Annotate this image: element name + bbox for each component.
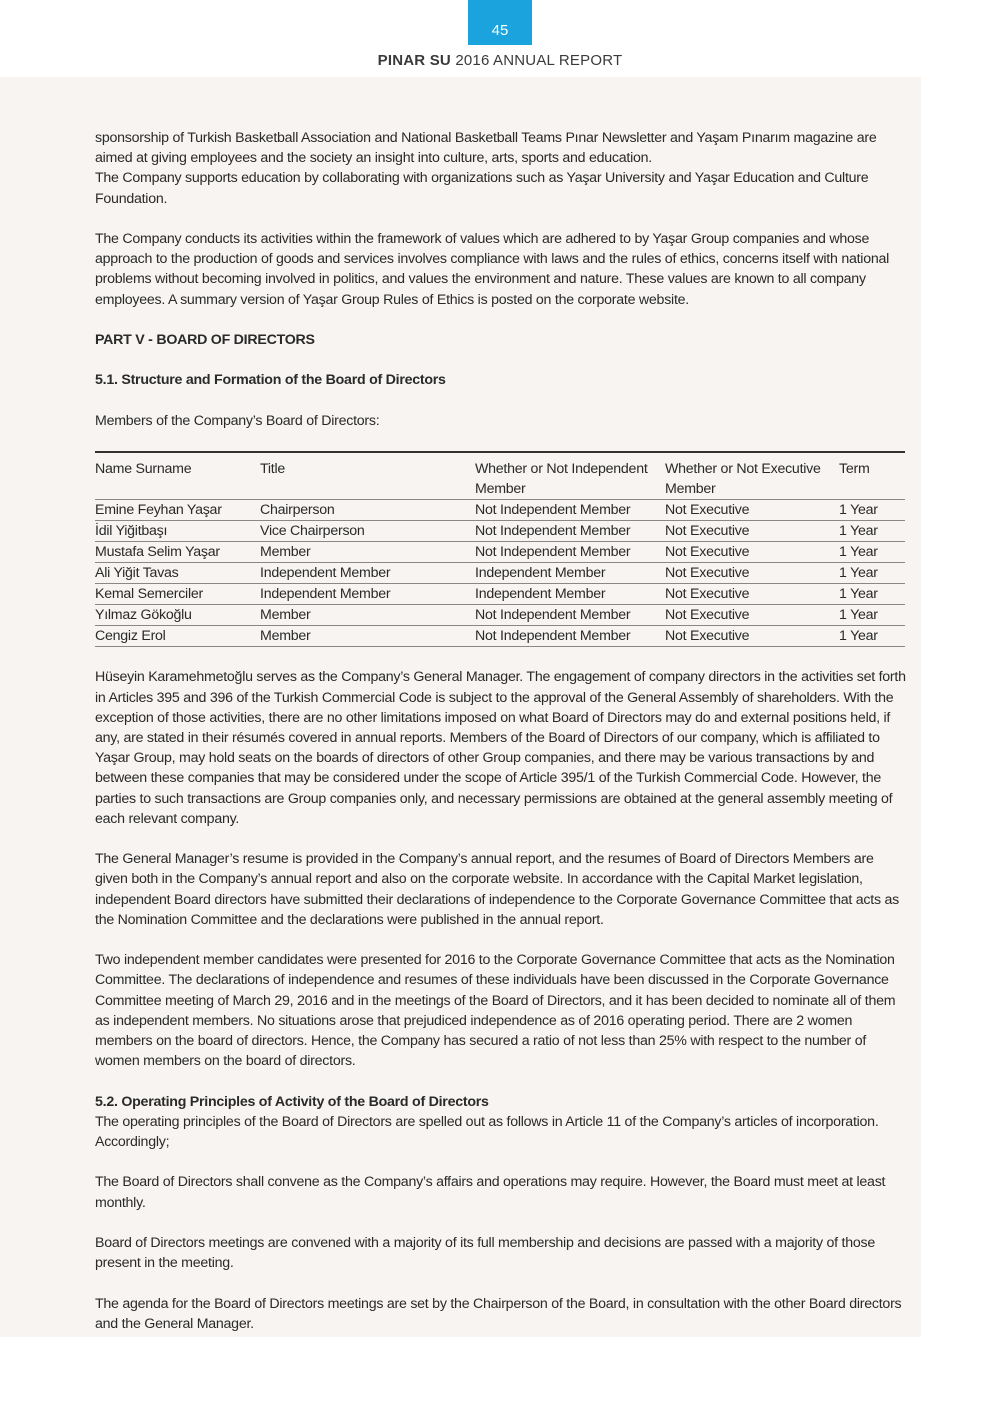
paragraph-convene: The Board of Directors shall convene as the Company’s affairs and operations may require. However, the Board must meet at least monthly.	[95, 1174, 886, 1211]
table-cell: Not Executive	[665, 605, 839, 626]
table-cell: Member	[260, 542, 475, 563]
table-cell: Ali Yiğit Tavas	[95, 563, 260, 584]
section-heading-5-1: 5.1. Structure and Formation of the Board of Directors	[95, 372, 446, 389]
paragraph-education: The Company supports education by collaborating with organizations such as Yaşar University and Yaşar Education and Culture Foundation.	[95, 170, 869, 207]
report-title: 2016 ANNUAL REPORT	[450, 52, 623, 69]
table-row	[95, 626, 905, 647]
table-cell: Independent Member	[475, 584, 665, 605]
paragraph-agenda: The agenda for the Board of Directors meetings are set by the Chairperson of the Board, in consultation with the other Board directors and the General Manager.	[95, 1295, 902, 1332]
table-row	[95, 542, 905, 563]
table-cell: Independent Member	[475, 563, 665, 584]
table-row	[95, 605, 905, 626]
table-cell: Not Executive	[665, 563, 839, 584]
table-cell: 1 Year	[839, 584, 905, 605]
paragraph-independent-candidates: Two independent member candidates were presented for 2016 to the Corporate Governance Committee that acts as the Nomination Committee. The declarations of independence and resumes of these individuals have been discussed in the Corporate Governance Committee meeting of March 29, 2016 and in the meetings of the Board of Directors, and it has been decided to nominate all of them as independent members. No situations arose that prejudiced independence as of 2016 operating period. There are 2 women members on the board of directors. Hence, the Company has secured a ratio of not less than 25% with respect to the number of women members on the board of directors.	[95, 952, 896, 1070]
table-cell: 1 Year	[839, 542, 905, 563]
page-number-badge	[468, 0, 532, 45]
board-members-table	[95, 451, 905, 647]
paragraph-general-manager: Hüseyin Karamehmetoğlu serves as the Company’s General Manager. The engagement of company directors in the activities set forth in Articles 395 and 396 of the Turkish Commercial Code is subject to the approval of the General Assembly of shareholders. With the exception of those activities, there are no other limitations imposed on what Board of Directors may do and external positions held, if any, are stated in their résumés covered in annual reports. Members of the Board of Directors of our company, which is affiliated to Yaşar Group, may hold seats on the boards of directors of other Group companies, and there may be various transactions by and between these companies that may be considered under the scope of Article 395/1 of the Turkish Commercial Code. However, the parties to such transactions are Group companies only, and necessary permissions are obtained at the general assembly meeting of each relevant company.	[95, 669, 906, 827]
brand-name: PINAR SU	[377, 52, 451, 69]
table-cell: Cengiz Erol	[95, 626, 260, 647]
page-body	[95, 128, 907, 1354]
column-header: Whether or Not Executive Member	[665, 452, 839, 500]
column-header: Term	[839, 452, 905, 500]
table-row	[95, 500, 905, 521]
table-row	[95, 563, 905, 584]
table-cell: Not Executive	[665, 500, 839, 521]
table-cell: Not Executive	[665, 626, 839, 647]
table-cell: Not Independent Member	[475, 500, 665, 521]
section-heading-5-2: 5.2. Operating Principles of Activity of the Board of Directors	[95, 1093, 489, 1110]
paragraph-majority: Board of Directors meetings are convened with a majority of its full membership and decisions are passed with a majority of those present in the meeting.	[95, 1234, 875, 1272]
table-cell: Not Independent Member	[475, 605, 665, 626]
table-cell: Independent Member	[260, 584, 475, 605]
paragraph-operating-principles: The operating principles of the Board of Directors are spelled out as follows in Article 11 of the Company’s articles of incorporation. Accordingly;	[95, 1113, 879, 1150]
table-cell: Yılmaz Gökoğlu	[95, 605, 260, 626]
table-cell: 1 Year	[839, 500, 905, 521]
paragraph-sponsorship: sponsorship of Turkish Basketball Association and National Basketball Teams Pınar Newsletter and Yaşam Pınarım magazine are aimed at giving employees and the society an insight into culture, arts, sports and education.	[95, 130, 877, 167]
table-cell: Independent Member	[260, 563, 475, 584]
column-header: Whether or Not Independent Member	[475, 452, 665, 500]
table-cell: Emine Feyhan Yaşar	[95, 500, 260, 521]
report-header	[0, 52, 1000, 69]
table-cell: 1 Year	[839, 626, 905, 647]
part-heading: PART V - BOARD OF DIRECTORS	[95, 332, 315, 348]
table-header-row	[95, 452, 905, 500]
table-cell: Not Executive	[665, 584, 839, 605]
column-header: Name Surname	[95, 452, 260, 500]
table-cell: Not Independent Member	[475, 521, 665, 542]
table-cell: 1 Year	[839, 605, 905, 626]
table-cell: Not Executive	[665, 542, 839, 563]
table-cell: 1 Year	[839, 563, 905, 584]
page-number: 45	[491, 22, 509, 39]
table-cell: Not Independent Member	[475, 626, 665, 647]
table-cell: Vice Chairperson	[260, 521, 475, 542]
column-header: Title	[260, 452, 475, 500]
table-row	[95, 584, 905, 605]
table-row	[95, 521, 905, 542]
paragraph-values: The Company conducts its activities within the framework of values which are adhered to by Yaşar Group companies and whose approach to the production of goods and services involves compliance with laws and the rules of ethics, concerns itself with national problems without becoming involved in politics, and values the environment and nature. These values are known to all company employees. A summary version of Yaşar Group Rules of Ethics is posted on the corporate website.	[95, 231, 890, 308]
table-cell: Member	[260, 626, 475, 647]
paragraph-resumes: The General Manager’s resume is provided in the Company’s annual report, and the resumes of Board of Directors Members are given both in the Company’s annual report and also on the corporate website. In accordance with the Capital Market legislation, independent Board directors have submitted their declarations of independence to the Corporate Governance Committee that acts as the Nomination Committee and the declarations were published in the annual report.	[95, 851, 899, 928]
table-cell: Kemal Semerciler	[95, 584, 260, 605]
table-cell: Mustafa Selim Yaşar	[95, 542, 260, 563]
members-intro: Members of the Company’s Board of Directors:	[95, 412, 380, 429]
table-cell: Not Executive	[665, 521, 839, 542]
table-cell: Not Independent Member	[475, 542, 665, 563]
table-cell: Chairperson	[260, 500, 475, 521]
table-cell: İdil Yiğitbaşı	[95, 521, 260, 542]
table-cell: 1 Year	[839, 521, 905, 542]
table-cell: Member	[260, 605, 475, 626]
